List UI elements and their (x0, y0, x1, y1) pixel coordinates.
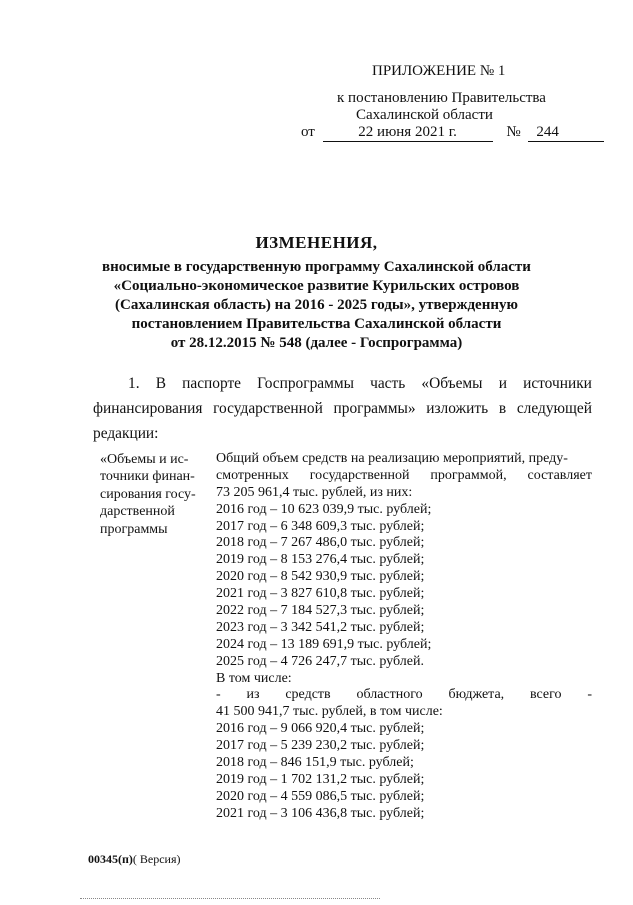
word: областного (356, 687, 423, 703)
word: программой, (430, 467, 507, 483)
regional-year-line: 2016 год – 9 066 920,4 тыс. рублей; (216, 721, 425, 737)
year-amount-line: 2019 год – 8 153 276,4 тыс. рублей; (216, 552, 425, 568)
code-label: 00345(п) (88, 852, 133, 866)
word: в (498, 400, 507, 417)
scan-edge-divider (80, 898, 380, 899)
word: изложить (426, 400, 489, 417)
regional-year-line: 2017 год – 5 239 230,2 тыс. рублей; (216, 738, 425, 754)
appendix-label: ПРИЛОЖЕНИЕ № 1 (372, 63, 506, 79)
document-code (88, 852, 181, 867)
regional-year-line: 2020 год – 4 559 086,5 тыс. рублей; (216, 788, 425, 804)
word: - (216, 687, 221, 703)
word: источники (523, 375, 592, 392)
total-amount-line: 73 205 961,4 тыс. рублей, из них: (216, 484, 413, 500)
word: паспорте (182, 375, 242, 392)
regional-budget-line (216, 687, 592, 704)
year-amount-line: 2023 год – 3 342 541,2 тыс. рублей; (216, 619, 425, 635)
year-amount-line: 2025 год – 4 726 247,7 тыс. рублей. (216, 653, 424, 669)
number-label: № (506, 124, 521, 140)
left-cell-line: программы (100, 521, 168, 537)
word: следующей (516, 400, 592, 417)
table-left-cell (100, 451, 196, 538)
title-line-5: от 28.12.2015 № 548 (далее - Госпрограмма) (170, 335, 463, 351)
word: В (155, 375, 166, 392)
word: всего (529, 687, 562, 703)
resolution-number: 244 (528, 124, 604, 142)
year-amount-line: 2020 год – 8 542 930,9 тыс. рублей; (216, 569, 425, 585)
table-right-cell (216, 451, 592, 823)
title-line-4: постановлением Правительства Сахалинской области (131, 316, 502, 332)
year-amount-line: 2022 год – 7 184 527,3 тыс. рублей; (216, 603, 425, 619)
word: Госпрограммы (257, 375, 354, 392)
left-cell-line: точники финан- (100, 469, 195, 485)
paragraph-line-2 (93, 400, 592, 418)
regional-year-line: 2018 год – 846 151,9 тыс. рублей; (216, 755, 414, 771)
word: финансирования (93, 400, 203, 417)
year-amount-line: 2016 год – 10 623 039,9 тыс. рублей; (216, 501, 432, 517)
word: часть (370, 375, 406, 392)
word: государственной (213, 400, 323, 417)
paragraph-line-3: редакции: (93, 425, 159, 442)
year-amount-line: 2018 год – 7 267 486,0 тыс. рублей; (216, 535, 425, 551)
year-amount-line: 2017 год – 6 348 609,3 тыс. рублей; (216, 518, 425, 534)
word: составляет (527, 467, 592, 483)
version-label: ( Версия) (132, 852, 181, 866)
right-cell-line: Общий объем средств на реализацию мероприятий, преду- (216, 451, 568, 466)
year-amount-line: 2021 год – 3 827 610,8 тыс. рублей; (216, 586, 425, 602)
regional-year-line: 2019 год – 1 702 131,2 тыс. рублей; (216, 771, 425, 787)
word: - (587, 687, 592, 703)
left-cell-line: дарственной (100, 504, 175, 520)
word: 1. (128, 375, 140, 392)
regional-year-line: 2021 год – 3 106 436,8 тыс. рублей; (216, 805, 425, 821)
title-line-2: «Социально-экономическое развитие Курильских островов (113, 278, 520, 294)
left-cell-line: сирования госу- (100, 486, 196, 502)
regional-total-line: 41 500 941,7 тыс. рублей, в том числе: (216, 704, 443, 720)
title-line-1: вносимые в государственную программу Сахалинской области (102, 259, 531, 275)
date-number-line (301, 124, 604, 142)
word: из (246, 687, 260, 703)
paragraph-line-1 (128, 375, 592, 393)
resolution-line: к постановлению Правительства (337, 90, 546, 106)
word: «Объемы (421, 375, 483, 392)
word: государственной (309, 467, 410, 483)
resolution-date: 22 июня 2021 г. (323, 124, 493, 142)
word: бюджета, (448, 687, 505, 703)
including-label: В том числе: (216, 670, 292, 686)
document-heading: ИЗМЕНЕНИЯ, (255, 233, 378, 252)
word: смотренных (216, 467, 289, 483)
title-line-3: (Сахалинская область) на 2016 - 2025 годы», утвержденную (115, 297, 518, 313)
word: средств (285, 687, 331, 703)
year-amount-line: 2024 год – 13 189 691,9 тыс. рублей; (216, 636, 432, 652)
right-cell-line (216, 468, 592, 485)
from-label: от (301, 124, 315, 140)
word: и (498, 375, 507, 392)
word: программы» (333, 400, 416, 417)
region-line: Сахалинской области (356, 107, 493, 123)
left-cell-line: «Объемы и ис- (100, 452, 189, 467)
